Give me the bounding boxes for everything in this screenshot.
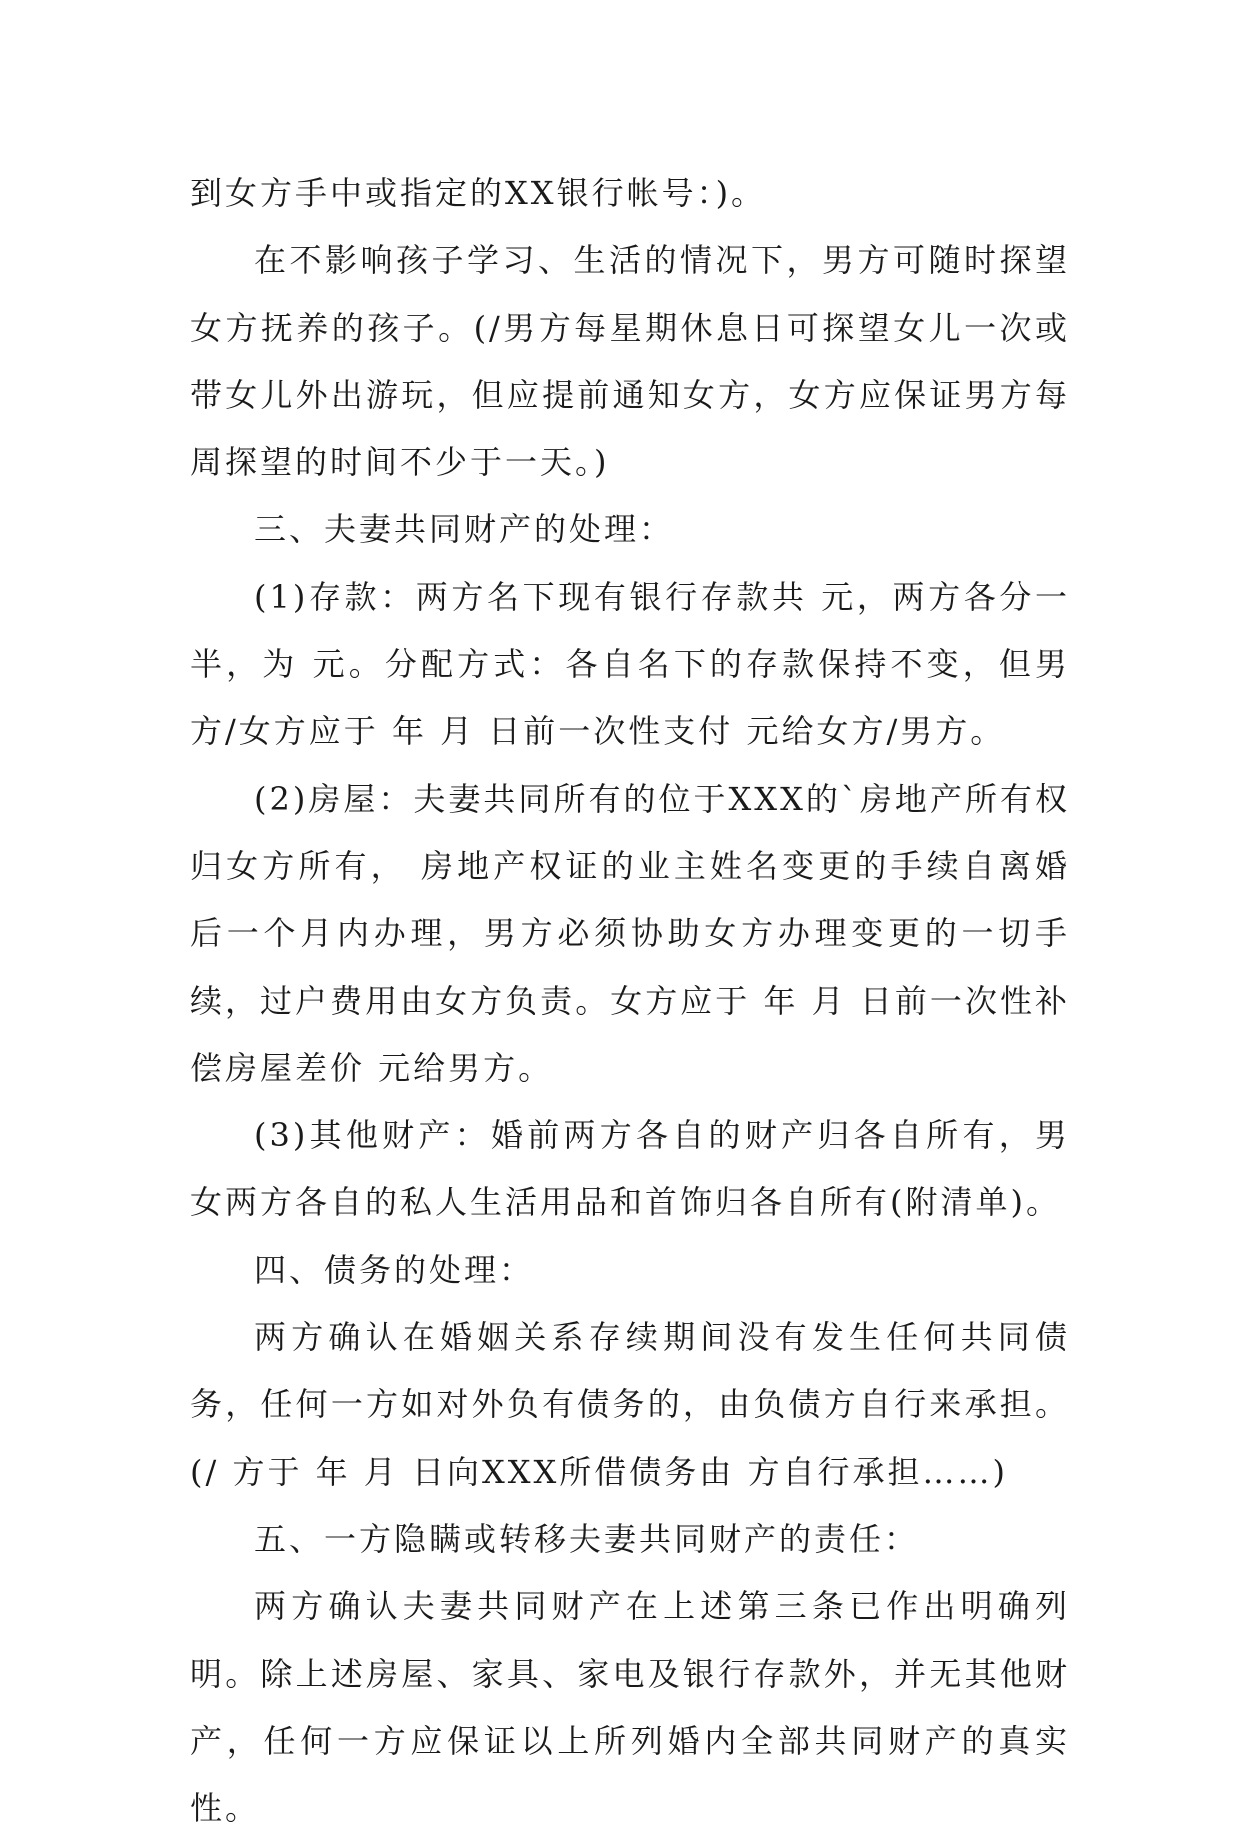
paragraph-savings: (1)存款：两方名下现有银行存款共 元，两方各分一半，为 元。分配方式：各自名下的存款保持不变，但男方/女方应于 年 月 日前一次性支付 元给女方/男方。: [190, 577, 1070, 751]
paragraph-other-property: (3)其他财产：婚前两方各自的财产归各自所有，男女两方各自的私人生活用品和首饰归各自所有(附清单)。: [190, 1116, 1070, 1222]
paragraph-debts: 两方确认在婚姻关系存续期间没有发生任何共同债务，任何一方如对外负有债务的，由负债方自行来承担。(/ 方于 年 月 日向XXX所借债务由 方自行承担……): [190, 1318, 1070, 1491]
paragraph-house: (2)房屋：夫妻共同所有的位于XXX的`房地产所有权归女方所有， 房地产权证的业主姓名变更的手续自离婚后一个月内办理，男方必须协助女方办理变更的一切手续，过户费用由女方负责。女方应于 年 月 日前一次性补偿房屋差价 元给男方。: [190, 779, 1070, 1087]
document-body: [190, 160, 1070, 1842]
section-heading-property: 三、夫妻共同财产的处理：: [254, 510, 675, 549]
section-heading-concealment: 五、一方隐瞒或转移夫妻共同财产的责任：: [254, 1519, 920, 1558]
section-heading-debts: 四、债务的处理：: [254, 1250, 535, 1289]
paragraph-continuation: 到女方手中或指定的XX银行帐号：)。: [190, 174, 767, 212]
paragraph-concealment: 两方确认夫妻共同财产在上述第三条已作出明确列明。除上述房屋、家具、家电及银行存款外，并无其他财产，任何一方应保证以上所列婚内全部共同财产的真实性。: [190, 1587, 1070, 1828]
paragraph-visitation: 在不影响孩子学习、生活的情况下，男方可随时探望女方抚养的孩子。(/男方每星期休息日可探望女儿一次或带女儿外出游玩，但应提前通知女方，女方应保证男方每周探望的时间不少于一天。): [190, 241, 1070, 482]
